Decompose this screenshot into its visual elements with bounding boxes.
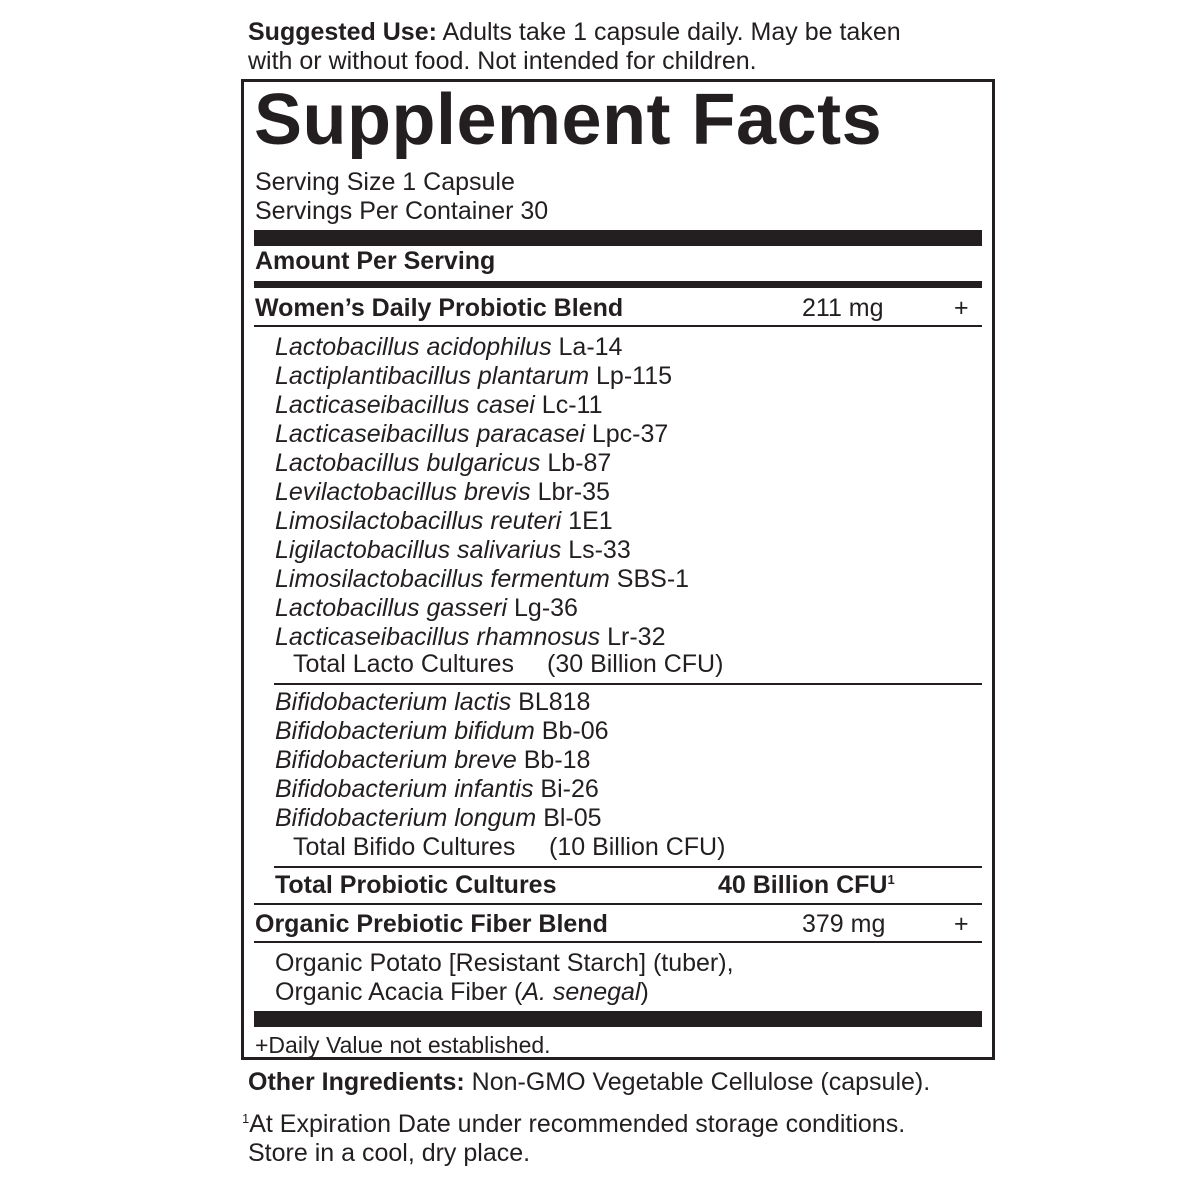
divider [274,866,982,868]
blend2-name: Organic Prebiotic Fiber Blend [255,910,608,938]
blend1-dv: + [954,294,969,322]
panel-title: Supplement Facts [254,80,883,160]
bifido-strain-list [275,688,609,833]
total-lacto-label: Total Lacto Cultures [293,650,514,678]
strain-row: Levilactobacillus brevis Lbr-35 [275,478,610,506]
total-bifido-value: (10 Billion CFU) [549,833,726,861]
blend2-dv: + [954,910,969,938]
footnote-mark: 1 [242,1111,250,1126]
serving-size: Serving Size 1 Capsule [255,168,515,196]
other-ingredients [248,1068,930,1097]
lacto-strain-list [275,333,689,652]
blend2-amount: 379 mg [802,910,886,938]
blend1-amount: 211 mg [802,294,884,322]
servings-per-container: Servings Per Container 30 [255,197,549,225]
suggested-use [248,18,1008,76]
suggested-use-label: Suggested Use: [248,18,437,46]
divider [254,903,982,905]
total-probiotic-amount [718,871,895,900]
supplement-facts-panel [241,79,995,1060]
amount-per-serving: Amount Per Serving [255,247,496,275]
strain-row: Lactobacillus bulgaricus Lb-87 [275,449,612,477]
total-probiotic-value: 40 Billion CFU [718,871,888,899]
strain-row: Lacticaseibacillus paracasei Lpc-37 [275,420,669,448]
strain-row: Limosilactobacillus fermentum SBS-1 [275,565,690,593]
thick-divider [254,1011,982,1027]
footnote-line2: Store in a cool, dry place. [248,1139,531,1167]
strain-row: Bifidobacterium lactis BL818 [275,688,591,716]
strain-row: Lactiplantibacillus plantarum Lp-115 [275,362,672,390]
strain-row: Lactobacillus acidophilus La-14 [275,333,623,361]
divider [254,325,982,327]
divider [274,683,982,685]
thick-divider [254,230,982,246]
blend1-name: Women’s Daily Probiotic Blend [255,294,624,322]
total-bifido-label: Total Bifido Cultures [293,833,516,861]
strain-row: Ligilactobacillus salivarius Ls-33 [275,536,631,564]
divider [254,941,982,943]
strain-row: Lacticaseibacillus casei Lc-11 [275,391,603,419]
strain-row: Bifidobacterium longum Bl-05 [275,804,602,832]
dv-note: +Daily Value not established. [255,1032,551,1058]
medium-divider [254,281,982,288]
strain-row: Bifidobacterium breve Bb-18 [275,746,591,774]
fiber-line2: Organic Acacia Fiber (A. senegal) [275,978,649,1006]
strain-row: Bifidobacterium infantis Bi-26 [275,775,599,803]
suggested-use-line1: Adults take 1 capsule daily. May be taken [436,18,901,46]
footnote-ref: 1 [887,872,895,887]
footnote-line1: At Expiration Date under recommended storage conditions. [249,1110,906,1138]
other-ingredients-label: Other Ingredients: [248,1068,465,1096]
fiber-line1: Organic Potato [Resistant Starch] (tuber), [275,949,734,977]
strain-row: Lacticaseibacillus rhamnosus Lr-32 [275,623,666,651]
suggested-use-line2: with or without food. Not intended for children. [248,47,757,75]
other-ingredients-text: Non-GMO Vegetable Cellulose (capsule). [464,1068,931,1096]
strain-row: Bifidobacterium bifidum Bb-06 [275,717,609,745]
strain-row: Lactobacillus gasseri Lg-36 [275,594,578,622]
total-lacto-value: (30 Billion CFU) [547,650,724,678]
footnote [242,1110,905,1168]
strain-row: Limosilactobacillus reuteri 1E1 [275,507,613,535]
total-probiotic-label: Total Probiotic Cultures [275,871,557,899]
